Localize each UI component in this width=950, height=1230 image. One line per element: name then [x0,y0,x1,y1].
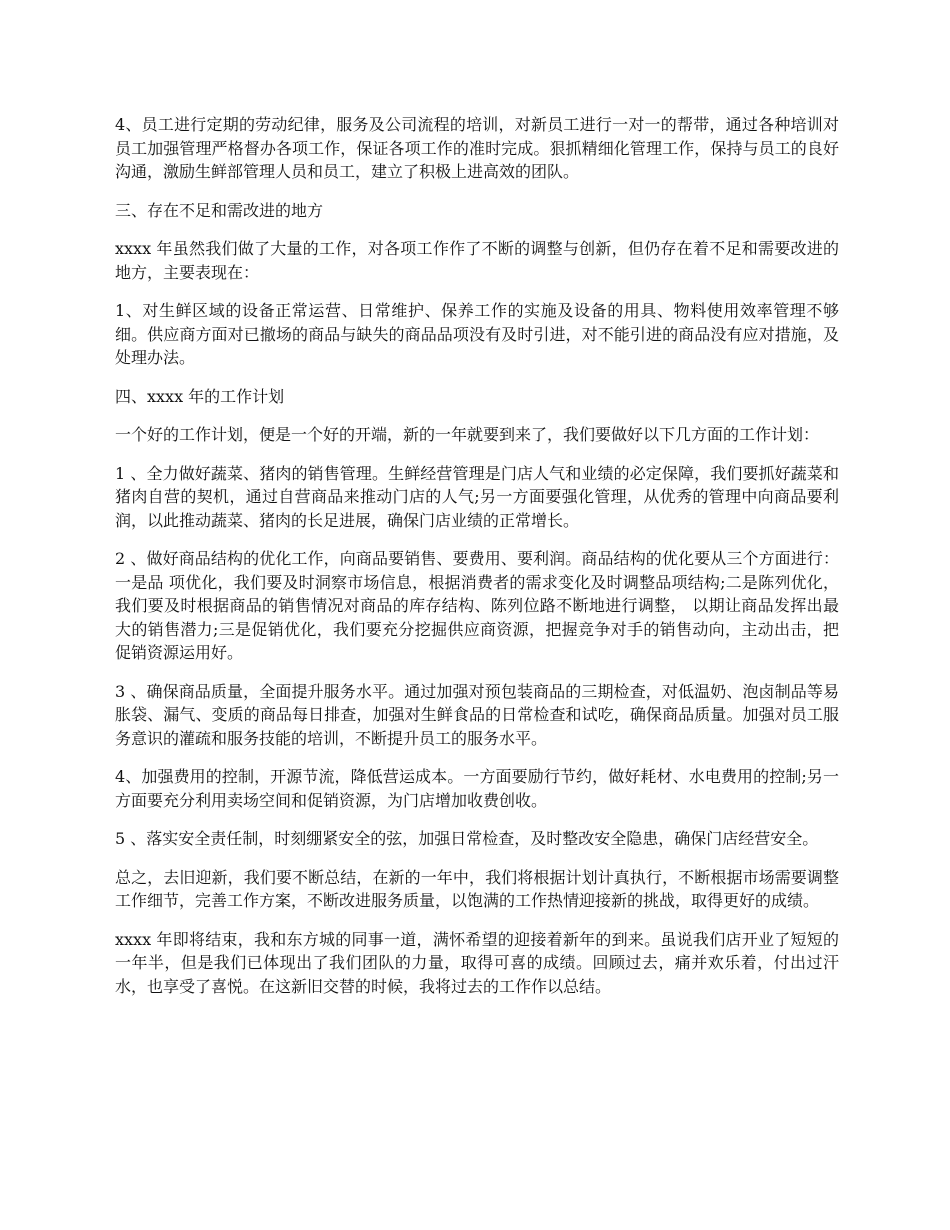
paragraph-shortcomings-intro: xxxx 年虽然我们做了大量的工作，对各项工作作了不断的调整与创新，但仍存在着不足和需要改进的地方，主要表现在： [115,239,839,282]
section-heading-work-plan: 四、xxxx 年的工作计划 [115,386,285,406]
paragraph-work-plan-intro: 一个好的工作计划，便是一个好的开端，新的一年就要到来了，我们要做好以下几方面的工作计划： [115,425,820,444]
paragraph-plan-4: 4、加强费用的控制，开源节流，降低营运成本。一方面要励行节约，做好耗材、水电费用的控制;另一方面要充分利用卖场空间和促销资源，为门店增加收费创收。 [115,767,839,810]
paragraph-plan-2: 2 、做好商品结构的优化工作，向商品要销售、要费用、要利润。商品结构的优化要从三个方面进行：一是品 项优化，我们要及时洞察市场信息，根据消费者的需求变化及时调整品项结构;二是陈列优化，我们要及时根据商品的销售情况对商品的库存结构、陈列位路不断地进行调整， 以期让商品发挥出最大的销售潜力;三是促销优化，我们要充分挖掘供应商资源，把握竞争对手的销售动向，主动出击，把促销资源运用好。 [115,549,839,662]
paragraph-plan-3: 3 、确保商品质量，全面提升服务水平。通过加强对预包装商品的三期检查，对低温奶、泡卤制品等易胀袋、漏气、变质的商品每日排查，加强对生鲜食品的日常检查和试吃，确保商品质量。加强对员工服务意识的灌疏和服务技能的培训，不断提升员工的服务水平。 [115,681,839,748]
paragraph-plan-1: 1 、全力做好蔬菜、猪肉的销售管理。生鲜经营管理是门店人气和业绩的必定保障，我们要抓好蔬菜和猪肉自营的契机，通过自营商品来推动门店的人气;另一方面要强化管理，从优秀的管理中向商品要利润，以此推动蔬菜、猪肉的长足进展，确保门店业绩的正常增长。 [115,463,839,530]
paragraph-conclusion: 总之，去旧迎新，我们要不断总结，在新的一年中，我们将根据计划计真执行，不断根据市场需要调整工作细节，完善工作方案，不断改进服务质量，以饱满的工作热情迎接新的挑战，取得更好的成绩。 [115,867,839,910]
paragraph-year-end: xxxx 年即将结束，我和东方城的同事一道，满怀希望的迎接着新年的到来。虽说我们店开业了短短的一年半，但是我们已体现出了我们团队的力量，取得可喜的成绩。回顾过去，痛并欢乐着，付出过汗水，也享受了喜悦。在这新旧交替的时候，我将过去的工作作以总结。 [115,929,839,996]
document-page [115,113,839,1013]
paragraph-staff-training: 4、员工进行定期的劳动纪律，服务及公司流程的培训，对新员工进行一对一的帮带，通过各种培训对员工加强管理严格督办各项工作，保证各项工作的准时完成。狠抓精细化管理工作，保持与员工的良好沟通，激励生鲜部管理人员和员工，建立了积极上进高效的团队。 [115,115,839,181]
section-heading-shortcomings: 三、存在不足和需改进的地方 [115,200,324,220]
paragraph-shortcoming-1: 1、对生鲜区域的设备正常运营、日常维护、保养工作的实施及设备的用具、物料使用效率管理不够细。供应商方面对已撤场的商品与缺失的商品品项没有及时引进，对不能引进的商品没有应对措施，及处理办法。 [115,301,839,367]
paragraph-plan-5: 5 、落实安全责任制，时刻绷紧安全的弦，加强日常检查，及时整改安全隐患，确保门店经营安全。 [115,829,819,848]
